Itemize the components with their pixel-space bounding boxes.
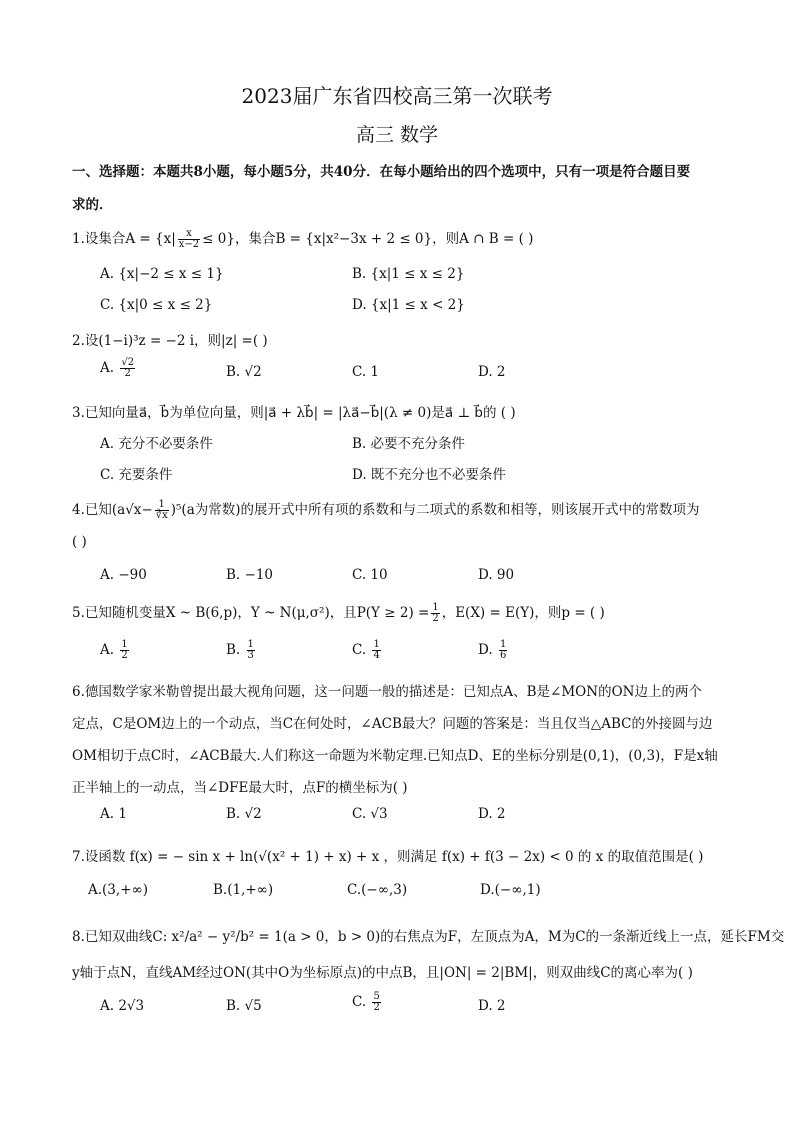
q3-option-b: B. 必要不充分条件 [352, 436, 466, 452]
q5-option-c: C. $\frac{1}{4}$ [352, 639, 380, 661]
section-heading-line2: 求的． [72, 197, 113, 213]
q5-option-b: B. $\frac{1}{3}$ [226, 639, 254, 661]
question-2: 2.设(1−i)³z = −2 i，则|z| =( ) [72, 333, 268, 349]
q7-option-d: D.(−∞,1) [480, 882, 541, 898]
q6-option-c: C. √3 [352, 806, 388, 822]
question-8-line1: 8.已知双曲线C: x²/a² − y²/b² = 1(a > 0，b > 0)的右焦点为F，左顶点为A，M为C的一条渐近线上一点，延长FM交 [72, 929, 785, 945]
q8-option-d: D. 2 [478, 998, 506, 1014]
q7-option-a: A.(3,+∞) [88, 882, 149, 898]
fraction: $\frac{1}{2}$ [432, 602, 439, 624]
q3-option-c: C. 充要条件 [100, 467, 173, 483]
q5-option-a: A. $\frac{1}{2}$ [100, 639, 128, 661]
q6-option-b: B. √2 [226, 806, 262, 822]
question-4-line2: ( ) [72, 534, 87, 550]
question-4: 4.已知(a√x− $\frac{1}{∛x}$ )⁵(a为常数)的展开式中所有项的系数和与二项式的系数和相等，则该展开式中的常数项为 [72, 499, 700, 521]
question-6-line1: 6.德国数学家米勒曾提出最大视角问题，这一问题一般的描述是：已知点A、B是∠MON的ON边上的两个 [72, 684, 702, 700]
q2-option-b: B. √2 [226, 364, 262, 380]
q1-option-a: A. {x|−2 ≤ x ≤ 1} [100, 266, 224, 282]
q7-option-c: C.(−∞,3) [347, 882, 408, 898]
q4-option-b: B. −10 [226, 567, 273, 583]
q2-option-c: C. 1 [352, 364, 380, 380]
question-6-line4: 正半轴上的一动点，当∠DFE最大时，点F的横坐标为( ) [72, 780, 408, 796]
q3-option-a: A. 充分不必要条件 [100, 436, 213, 452]
q8-option-b: B. √5 [226, 998, 262, 1014]
q2-option-d: D. 2 [478, 364, 506, 380]
q1-option-c: C. {x|0 ≤ x ≤ 2} [100, 297, 213, 313]
q8-option-a: A. 2√3 [100, 998, 145, 1014]
q3-option-d: D. 既不充分也不必要条件 [352, 467, 506, 483]
fraction: $\frac{x}{x-2}$ [178, 228, 200, 250]
q1-option-b: B. {x|1 ≤ x ≤ 2} [352, 266, 465, 282]
question-7: 7.设函数 f(x) = − sin x + ln(√(x² + 1) + x) + x ，则满足 f(x) + f(3 − 2x) < 0 的 x 的取值范围是( ) [72, 849, 704, 865]
q6-option-a: A. 1 [100, 806, 127, 822]
q4-option-d: D. 90 [478, 567, 515, 583]
q8-option-c: C. $\frac{5}{2}$ [352, 991, 380, 1013]
q2-option-a: A. $\frac{√2}{2}$ [100, 357, 135, 379]
question-5: 5.已知随机变量X ~ B(6,p)，Y ~ N(μ,σ²)，且P(Y ≥ 2) = $\frac{1}{2}$ ，E(X) = E(Y)，则p = ( ) [72, 602, 605, 624]
q1-option-d: D. {x|1 ≤ x < 2} [352, 297, 465, 313]
q6-option-d: D. 2 [478, 806, 506, 822]
exam-title: 2023届广东省四校高三第一次联考 [241, 84, 553, 108]
question-6-line3: OM相切于点C时，∠ACB最大.人们称这一命题为米勒定理.已知点D、E的坐标分别是(0,1)，(0,3)，F是x轴 [72, 748, 718, 764]
question-1: 1.设集合A = {x| $\frac{x}{x-2}$ ≤ 0}，集合B = {x|x²−3x + 2 ≤ 0}，则A ∩ B = ( ) [72, 228, 534, 250]
section-heading-line1: 一、选择题：本题共8小题，每小题5分，共40分．在每小题给出的四个选项中，只有一项是符合题目要 [72, 164, 691, 180]
fraction: $\frac{1}{∛x}$ [155, 499, 168, 521]
q7-option-b: B.(1,+∞) [213, 882, 274, 898]
q5-option-d: D. $\frac{1}{6}$ [478, 639, 507, 661]
question-3: 3.已知向量a⃗，b⃗为单位向量，则|a⃗ + λb⃗| = |λa⃗−b⃗|(λ ≠ 0)是a⃗ ⊥ b⃗的 ( ) [72, 405, 516, 421]
question-6-line2: 定点，C是OM边上的一个动点，当C在何处时，∠ACB最大？问题的答案是：当且仅当△ABC的外接圆与边 [72, 716, 713, 732]
q4-option-a: A. −90 [100, 567, 147, 583]
exam-subtitle: 高三 数学 [355, 124, 439, 146]
question-8-line2: y轴于点N，直线AM经过ON(其中O为坐标原点)的中点B，且|ON| = 2|BM|，则双曲线C的离心率为( ) [72, 965, 693, 981]
q4-option-c: C. 10 [352, 567, 388, 583]
